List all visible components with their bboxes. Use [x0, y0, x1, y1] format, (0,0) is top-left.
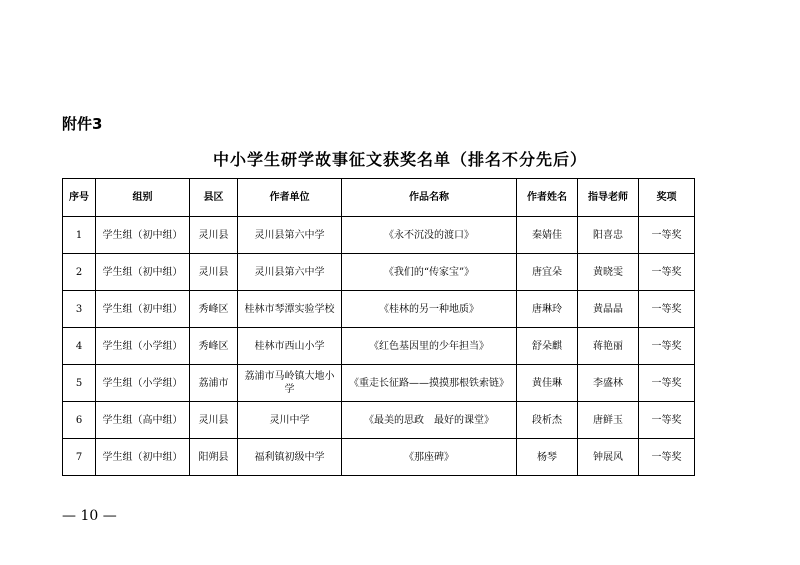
cell-school: 灵川县第六中学 — [238, 217, 342, 254]
cell-work-title: 《最美的思政 最好的课堂》 — [342, 402, 517, 439]
cell-index: 2 — [63, 254, 96, 291]
header-cell-work-title: 作品名称 — [342, 179, 517, 217]
cell-author: 舒朵麒 — [517, 328, 578, 365]
cell-award: 一等奖 — [639, 439, 695, 476]
cell-work-title: 《桂林的另一种地质》 — [342, 291, 517, 328]
table-row — [63, 365, 695, 402]
cell-author: 段析杰 — [517, 402, 578, 439]
cell-author: 唐琳玲 — [517, 291, 578, 328]
header-cell-group: 组别 — [96, 179, 190, 217]
cell-district: 灵川县 — [190, 217, 238, 254]
header-cell-award: 奖项 — [639, 179, 695, 217]
cell-work-title: 《红色基因里的少年担当》 — [342, 328, 517, 365]
cell-index: 4 — [63, 328, 96, 365]
cell-work-title: 《我们的“传家宝”》 — [342, 254, 517, 291]
cell-index: 5 — [63, 365, 96, 402]
table-row — [63, 328, 695, 365]
table-row — [63, 402, 695, 439]
table-row — [63, 439, 695, 476]
cell-author: 黄佳琳 — [517, 365, 578, 402]
cell-district: 阳朔县 — [190, 439, 238, 476]
document-title: 中小学生研学故事征文获奖名单（排名不分先后） — [212, 150, 587, 169]
header-cell-author: 作者姓名 — [517, 179, 578, 217]
header-cell-school: 作者单位 — [238, 179, 342, 217]
header-cell-teacher: 指导老师 — [578, 179, 639, 217]
cell-award: 一等奖 — [639, 254, 695, 291]
table-header-row — [63, 179, 695, 217]
cell-school: 灵川中学 — [238, 402, 342, 439]
cell-district: 灵川县 — [190, 402, 238, 439]
cell-group: 学生组（小学组） — [96, 365, 190, 402]
cell-school: 桂林市西山小学 — [238, 328, 342, 365]
cell-school: 荔浦市马岭镇大地小学 — [238, 365, 342, 402]
cell-index: 6 — [63, 402, 96, 439]
cell-group: 学生组（初中组） — [96, 439, 190, 476]
cell-index: 3 — [63, 291, 96, 328]
cell-award: 一等奖 — [639, 291, 695, 328]
cell-school: 福利镇初级中学 — [238, 439, 342, 476]
table-row — [63, 291, 695, 328]
cell-group: 学生组（初中组） — [96, 217, 190, 254]
table-row — [63, 254, 695, 291]
cell-district: 荔浦市 — [190, 365, 238, 402]
cell-teacher: 李盛林 — [578, 365, 639, 402]
cell-work-title: 《重走长征路——摸摸那根铁索链》 — [342, 365, 517, 402]
cell-school: 灵川县第六中学 — [238, 254, 342, 291]
cell-author: 秦婧佳 — [517, 217, 578, 254]
page-number: — 10 — — [62, 508, 117, 524]
cell-district: 秀峰区 — [190, 291, 238, 328]
cell-teacher: 阳喜忠 — [578, 217, 639, 254]
awards-table — [62, 178, 695, 476]
cell-teacher: 钟展风 — [578, 439, 639, 476]
cell-group: 学生组（高中组） — [96, 402, 190, 439]
cell-teacher: 黄晶晶 — [578, 291, 639, 328]
cell-work-title: 《永不沉没的渡口》 — [342, 217, 517, 254]
cell-teacher: 蒋艳丽 — [578, 328, 639, 365]
cell-teacher: 唐鲜玉 — [578, 402, 639, 439]
table-row — [63, 217, 695, 254]
cell-group: 学生组（小学组） — [96, 328, 190, 365]
cell-award: 一等奖 — [639, 328, 695, 365]
cell-school: 桂林市琴潭实验学校 — [238, 291, 342, 328]
cell-group: 学生组（初中组） — [96, 291, 190, 328]
cell-group: 学生组（初中组） — [96, 254, 190, 291]
cell-award: 一等奖 — [639, 402, 695, 439]
cell-district: 秀峰区 — [190, 328, 238, 365]
header-cell-district: 县区 — [190, 179, 238, 217]
cell-district: 灵川县 — [190, 254, 238, 291]
cell-work-title: 《那座碑》 — [342, 439, 517, 476]
cell-index: 7 — [63, 439, 96, 476]
cell-teacher: 黄晓雯 — [578, 254, 639, 291]
cell-award: 一等奖 — [639, 365, 695, 402]
header-cell-index: 序号 — [63, 179, 96, 217]
attachment-label: 附件3 — [62, 115, 103, 133]
cell-award: 一等奖 — [639, 217, 695, 254]
cell-index: 1 — [63, 217, 96, 254]
cell-author: 唐宜朵 — [517, 254, 578, 291]
cell-author: 杨琴 — [517, 439, 578, 476]
